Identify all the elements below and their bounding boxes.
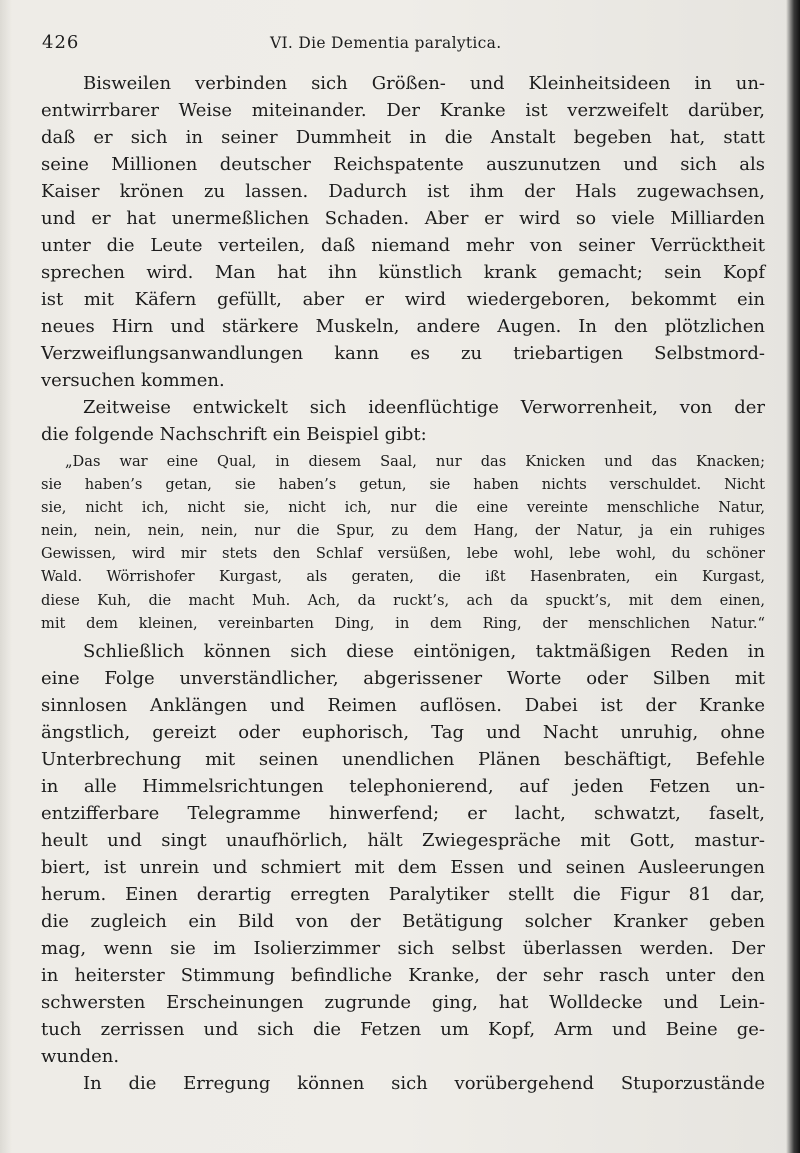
text-line: Verzweiflungsanwandlungen kann es zu triebartigen Selbstmord-	[41, 343, 765, 364]
text-line: Schließlich können sich diese eintönigen, taktmäßigen Reden in	[83, 640, 765, 662]
body-text	[41, 70, 765, 1097]
text-line: tuch zerrissen und sich die Fetzen um Kopf, Arm und Beine ge-	[41, 1018, 765, 1040]
quote-line: Gewissen, wird mir stets den Schlaf versüßen, lebe wohl, lebe wohl, du schöner	[41, 545, 765, 563]
text-line: herum. Einen derartig erregten Paralytiker stellt die Figur 81 dar,	[41, 883, 765, 905]
text-line: biert, ist unrein und schmiert mit dem Essen und seinen Ausleerungen	[41, 856, 765, 878]
text-line: neues Hirn und stärkere Muskeln, andere Augen. In den plötzlichen	[41, 316, 765, 337]
text-line: Bisweilen verbinden sich Größen- und Kleinheitsideen in un-	[83, 73, 765, 94]
quote-line: nein, nein, nein, nein, nur die Spur, zu dem Hang, der Natur, ja ein ruhiges	[41, 522, 765, 540]
page-number: 426	[42, 32, 80, 53]
text-line: entzifferbare Telegramme hinwerfend; er lacht, schwatzt, faselt,	[41, 802, 765, 824]
text-line: die folgende Nachschrift ein Beispiel gibt:	[41, 424, 427, 445]
paragraph-1	[41, 70, 765, 394]
text-line: ängstlich, gereizt oder euphorisch, Tag und Nacht unruhig, ohne	[41, 721, 765, 743]
paragraph-2	[41, 394, 765, 448]
text-line: unter die Leute verteilen, daß niemand mehr von seiner Verrücktheit	[41, 235, 765, 256]
text-line: daß er sich in seiner Dummheit in die Anstalt begeben hat, statt	[41, 127, 765, 148]
text-line: Zeitweise entwickelt sich ideenflüchtige Verworrenheit, von der	[83, 397, 765, 418]
text-line: wunden.	[41, 1045, 120, 1067]
text-line: und er hat unermeßlichen Schaden. Aber er wird so viele Milliarden	[41, 208, 765, 229]
text-line: Unterbrechung mit seinen unendlichen Plänen beschäftigt, Befehle	[41, 748, 765, 770]
text-line: in alle Himmelsrichtungen telephonierend, auf jeden Fetzen un-	[41, 775, 765, 797]
text-line: seine Millionen deutscher Reichspatente auszunutzen und sich als	[41, 154, 765, 175]
text-line: heult und singt unaufhörlich, hält Zwiegespräche mit Gott, mastur-	[41, 829, 765, 851]
quote-line: diese Kuh, die macht Muh. Ach, da ruckt’s, ach da spuckt’s, mit dem einen,	[41, 591, 765, 609]
text-line: schwersten Erscheinungen zugrunde ging, hat Wolldecke und Lein-	[41, 991, 765, 1013]
text-line: sinnlosen Anklängen und Reimen auflösen. Dabei ist der Kranke	[41, 694, 765, 716]
quote-line: sie haben’s getan, sie haben’s getun, sie haben nichts verschuldet. Nicht	[41, 476, 765, 494]
text-line: In die Erregung können sich vorübergehend Stuporzustände	[83, 1072, 765, 1094]
text-line: eine Folge unverständlicher, abgerissener Worte oder Silben mit	[41, 667, 765, 689]
quote-line: mit dem kleinen, vereinbarten Ding, in dem Ring, der menschlichen Natur.“	[41, 614, 765, 632]
quote-line: sie, nicht ich, nicht sie, nicht ich, nur die eine vereinte menschliche Natur,	[41, 499, 765, 517]
text-line: die zugleich ein Bild von der Betätigung solcher Kranker geben	[41, 910, 765, 932]
text-line: sprechen wird. Man hat ihn künstlich krank gemacht; sein Kopf	[41, 262, 765, 283]
quote-line: Wald. Wörrishofer Kurgast, als geraten, die ißt Hasenbraten, ein Kurgast,	[41, 568, 765, 586]
block-quote	[41, 450, 765, 635]
quote-line: „Das war eine Qual, in diesem Saal, nur das Knicken und das Knacken;	[65, 453, 765, 470]
text-line: Kaiser krönen zu lassen. Dadurch ist ihm der Hals zugewachsen,	[41, 181, 765, 202]
running-head: VI. Die Dementia paralytica.	[270, 34, 502, 52]
text-line: entwirrbarer Weise miteinander. Der Kranke ist verzweifelt darüber,	[41, 100, 765, 121]
text-line: mag, wenn sie im Isolierzimmer sich selbst überlassen werden. Der	[41, 937, 765, 959]
page-edge-shadow	[786, 0, 800, 1153]
paragraph-3	[41, 638, 765, 1070]
text-line: versuchen kommen.	[41, 370, 225, 391]
page-header	[0, 32, 800, 60]
text-line: in heiterster Stimmung befindliche Kranke, der sehr rasch unter den	[41, 964, 765, 986]
paragraph-4	[41, 1070, 765, 1097]
text-line: ist mit Käfern gefüllt, aber er wird wiedergeboren, bekommt ein	[41, 289, 765, 310]
